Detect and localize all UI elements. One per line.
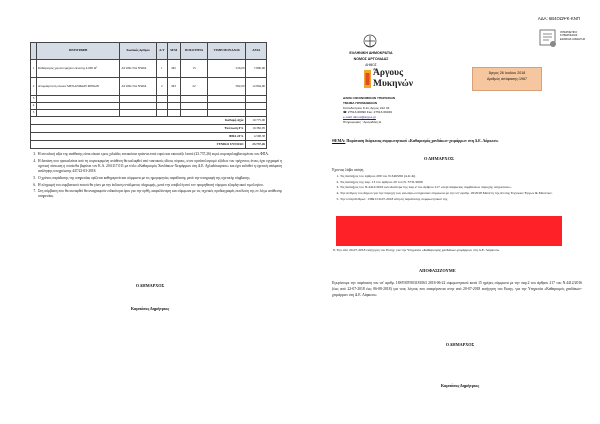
header-municipality: ΔΗΜΟΣ xyxy=(365,63,377,67)
summary-row-total xyxy=(31,141,267,149)
greek-emblem-icon xyxy=(363,34,377,48)
summary-label: Καθαρή Αξία xyxy=(31,117,246,125)
address-section: ΤΜΗΜΑ ΠΡΟΜΗΘΕΙΩΝ xyxy=(343,100,377,105)
table-row xyxy=(31,103,267,110)
summary-value: 19.775,00 xyxy=(246,117,267,125)
header-country: ΕΛΛΗΝΙΚΗ ΔΗΜΟΚΡΑΤΙΑ xyxy=(349,51,393,55)
table-row xyxy=(31,96,267,103)
decide-heading: ΑΠΟΦΑΣΙΖΟΥΜΕ xyxy=(419,268,456,273)
consideration-final xyxy=(333,248,583,253)
row-at: 1 xyxy=(156,60,167,78)
date-box xyxy=(472,67,542,91)
summary-row-net xyxy=(31,117,267,125)
summary-row-discount xyxy=(31,125,267,133)
mayor-heading: Ο ΔΗΜΑΡΧΟΣ xyxy=(424,156,454,161)
row-code: ΑΤ ΟΙΚ ΝΑ Ν5064 xyxy=(120,78,157,96)
table-header-unit-price: ΤΙΜΗ ΜΟΝΑΔΟΣ xyxy=(208,43,246,60)
row-description: Απομάκρυνση υλικών ΜΕΧΑΝΙΚΩΝ ΜΕΣΩΝ xyxy=(36,78,119,96)
row-at: 2 xyxy=(156,78,167,96)
redacted-block xyxy=(336,216,562,246)
address-block xyxy=(343,96,453,125)
list-item: 2. Τις διατάξεις της παρ. 13 του άρθρου 20 του Ν. 3731/2008 xyxy=(340,180,590,185)
summary-label: ΦΠΑ 24% xyxy=(31,133,246,141)
list-item: 6. Η πληρωμή του συμβατικού ποσού θα γίνει με την έκδοση εντάλματος πληρωμής, μετά την υποβολή από τον προμηθευτή νόμιμου εξοφλητικού τιμολογίου. xyxy=(37,183,282,188)
intro-text: Έχοντας λάβει υπόψη xyxy=(332,168,364,172)
summary-row-vat xyxy=(31,133,267,141)
row-number: 4 xyxy=(31,103,37,110)
signature-name: Καμπόσος Δημήτριος xyxy=(440,383,480,388)
row-number: 1 xyxy=(31,60,37,78)
summary-label: ΓΕΝΙΚΟ ΣΥΝΟΛΟ xyxy=(31,141,246,149)
row-unit-price: 526,00 xyxy=(208,60,246,78)
summary-label: Έκπτωση 0% xyxy=(31,125,246,133)
list-item: 7. Στη σύμβαση που θα συναφθεί θα αναγραφούν ειδικότερα όροι για την ορθή, ασφαλέστερη και σύμφωνα με τις τεχνικές προδιαγραφές εκτέλεση της εν λόγω ανάθεσης υπηρεσίας. xyxy=(37,189,282,199)
table-row xyxy=(31,78,267,96)
argos-logo-line2: Μυκηνών xyxy=(373,79,413,89)
signature-name: Καμπόσος Δημήτριος xyxy=(130,306,170,311)
table-header-code: Κωδικός Αρθρου xyxy=(120,43,157,60)
list-item: 5. Ο χρόνος παράδοσης της υπηρεσίας ορίζεται καθημερινά και σύμφωνα με τις ημερομηνίες παράδοσης μετά την υπογραφή της σχετικής σύμβασης. xyxy=(37,176,282,181)
diavgeia-logo-icon xyxy=(538,28,558,50)
terms-list xyxy=(28,152,282,201)
decision-number: Αριθμός απόφασης:1967 xyxy=(487,76,527,81)
row-quantity: 22 xyxy=(180,78,208,96)
row-value: 12.804,00 xyxy=(246,78,267,96)
row-value: 7.890,00 xyxy=(246,60,267,78)
row-number: 3 xyxy=(31,96,37,103)
list-item: 3. Τις διατάξεις του Ν.4412/2016 και ιδιαίτερα της παρ.2 του άρθρου 217 «περί διάρκειας συμβάσεων παροχής υπηρεσιών». xyxy=(340,185,590,190)
address-info: Πληροφορίες : Αμαριδάκη Δ. xyxy=(343,119,382,124)
considerations-list xyxy=(333,174,590,203)
table-header-description: ΠΕΡΙΓΡΑΦΗ xyxy=(36,43,119,60)
row-unit: Μ3 xyxy=(167,78,180,96)
ada-code: ΑΔΑ: 6Β4ΟΩΨΚ-ΚΝΠ xyxy=(537,16,580,21)
date-line: Άργος 26 Ιουλίου 2018 xyxy=(488,71,526,75)
argos-logo-line1: Άργους xyxy=(373,68,404,78)
summary-value: 23.737,26 xyxy=(246,141,267,149)
table-header-quantity: ΠΟΣΟΤΗΤΑ xyxy=(180,43,208,60)
items-table xyxy=(30,42,267,149)
subject-label: ΘΕΜΑ: xyxy=(332,139,346,143)
signature-title: Ο ΔΗΜΑΡΧΟΣ xyxy=(445,342,475,347)
row-number: 2 xyxy=(31,78,37,96)
address-department: Δ/ΝΣΗ ΟΙΚΟΝΟΜΙΚΩΝ ΥΠΗΡΕΣΙΩΝ xyxy=(343,96,395,100)
list-item: 4. Η δαπάνη που προκαλείται από τη συγκεκριμένη ανάθεση θα καλυφθεί από τακτικούς ιδίους πόρους, στον προϋπολογισμό εξόδων του τρέχοντος έτους έχει εγγραφεί η σχετική πίστωση η οποία θα βαρύνει τον Κ.Α. 20.6117.011 με τίτλο «Καθαρισμός Χανδάκων-Χειμάρρων στη Δ.Ε. Αχλαδόκαμπου» και έχει εκδοθεί η σχετική απόφαση ανάληψης υποχρέωσης 447/22-03-2018. xyxy=(37,159,282,175)
row-code: ΑΤ ΟΙΚ ΝΑ Ν5064 xyxy=(120,60,157,78)
subject-line xyxy=(332,139,582,145)
consideration-final-text: Την από 20-07-2018 εισήγηση του Εισηγ. για την Υπηρεσία «Καθαρισμός χανδάκων-χειμάρρων στη Δ.Ε. Λάρκεσι» xyxy=(336,248,500,252)
list-item: 5. Την υπ'αριθ.Πρωτ. 13691/19-07-2018 αίτηση παράτασης συμφωνητικού της xyxy=(340,197,590,202)
row-unit: Μ2 xyxy=(167,60,180,78)
list-item: 4. Την ανάγκη του Δήμου για την παροχή των ανωτέρω υπηρεσιών σύμφωνα με την υπ' αριθμ. 18/2018 Μελέτη της Δ/νσης Τεχνικών Έργων & Μελετών. xyxy=(340,191,590,196)
row-unit-price: 582,00 xyxy=(208,78,246,96)
address-email: e-mail: dimos@argos.gr xyxy=(343,115,376,120)
diavgeia-stamp xyxy=(538,28,586,50)
list-item: 3. Η συνολική αξία της ανάθεσης είναι είκοσι τρεις χιλιάδες επτακόσια τριάντα επτά ευρώ και εικοσιέξι λεπτά (23.737,26) ευρώ συμπεριλαμβανομένου του ΦΠΑ. xyxy=(37,152,282,157)
address-phone: ☎ 27513-60090 Fax: 27513-60049 xyxy=(343,110,392,115)
row-number: 5 xyxy=(31,110,37,117)
table-header-value: ΑΞΙΑ xyxy=(246,43,267,60)
address-street: Καποδιστρίου 9-11, Άργος 212 32 xyxy=(343,105,390,110)
decision-text: Εγκρίνουμε την παράταση του υπ' αριθμ. 18SYMV003181063 2018-06-22 συμφωνητικού κατά 15 ημέρες σύμφωνα με την παρ.2 του άρθρου 217 του Ν.4412/2016 (έως από 22-07-2018 έως 06-08-2018) για τους λόγους που αναφέρονται στην από 20-07-2018 εισήγηση του Εισηγ. για την Υπηρεσία «Καθαρισμός χανδάκων-χειμάρρων στη Δ.Ε. Λάρκεσι» xyxy=(332,281,582,297)
document-page-right xyxy=(300,0,600,424)
signature-title: Ο ΔΗΜΑΡΧΟΣ xyxy=(135,283,165,288)
table-header-at: Α/Τ xyxy=(156,43,167,60)
row-quantity: 15 xyxy=(180,60,208,78)
diavgeia-label: ΙΝΤΕΡΝΕΤΙΚΟ ΚΥΒΕΡΝΗΣΗΣ ΕΘΝΙΚΗΣ ΑΙΣΘΗΤΗΣ xyxy=(560,31,586,41)
list-item: 1. Τις διατάξεις του άρθρου 209 του Ν.3463/06 (Δ.Κ.Κ) xyxy=(340,174,590,179)
table-row xyxy=(31,110,267,117)
header-prefecture: ΝΟΜΟΣ ΑΡΓΟΛΙΔΑΣ xyxy=(353,57,389,61)
list-number: 8. xyxy=(333,248,337,252)
summary-value: 4.598,38 xyxy=(246,133,267,141)
table-row xyxy=(31,60,267,78)
row-description: Καθαρισμός χερσοτεμαχίου έκτασης 4.000 m² xyxy=(36,60,119,78)
table-header-unit: Μ/Μ xyxy=(167,43,180,60)
table-header-row xyxy=(31,43,267,60)
summary-value: 19.382,95 xyxy=(246,125,267,133)
subject-text: Παράταση διάρκειας συμφωνητικού «Καθαρισμός χανδάκων-χειμάρρων στη Δ.Ε. Λάρκεσι» xyxy=(346,139,499,143)
